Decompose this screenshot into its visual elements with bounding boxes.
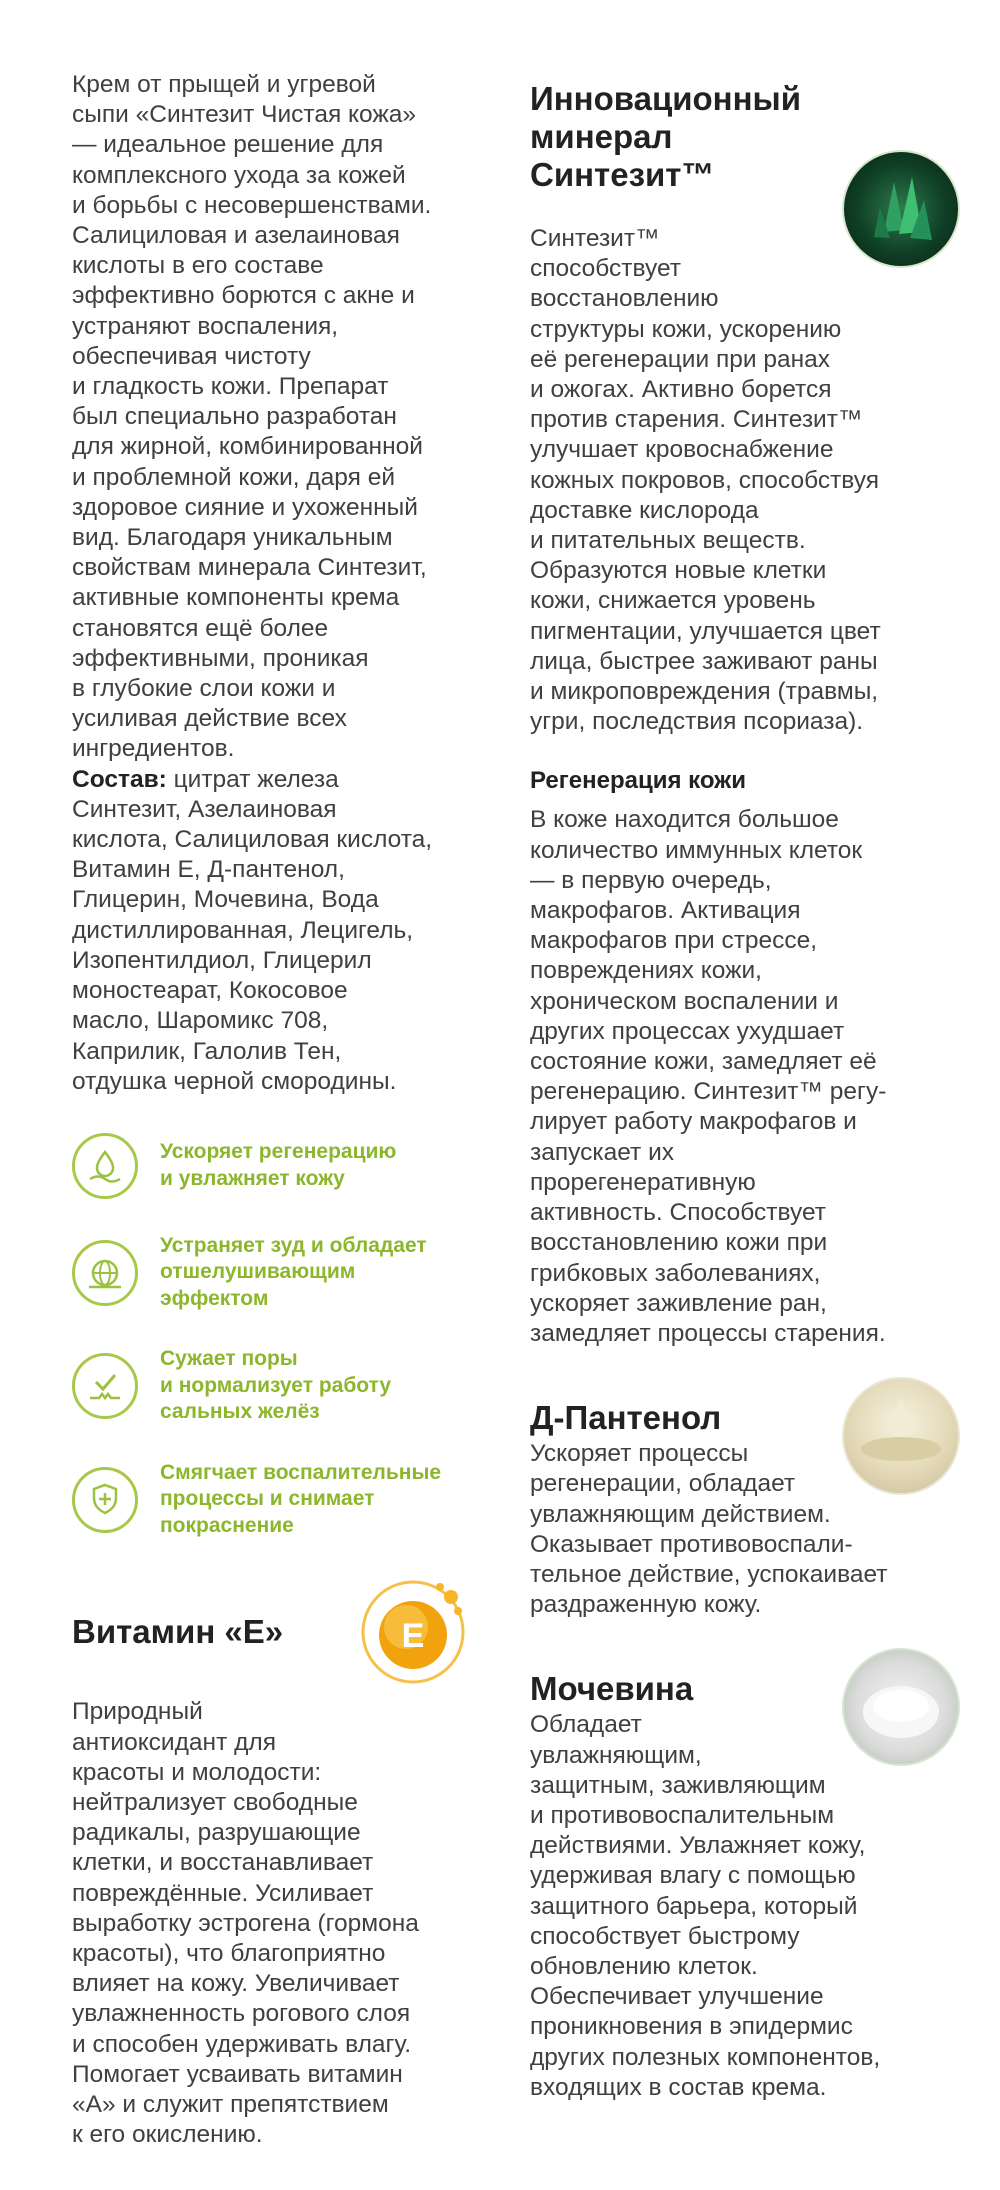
text-line: и борьбы с несовершенствами. [72,191,432,219]
text-line: становятся ещё более [72,614,329,642]
text-line: Каприлик, Галолив Тен, [72,1037,342,1065]
text-line: количество иммунных клеток [530,836,863,864]
text-line: макрофагов при стрессе, [530,927,818,955]
text-line: и проблемной кожи, даря ей [72,463,396,491]
text-line: красоты и молодости: [72,1758,322,1786]
text-line: «А» и служит препятствием [72,2091,389,2119]
text-line: вид. Благодаря уникальным [72,524,393,552]
text-line: Помогает усваивать витамин [72,2060,403,2088]
text-line: доставке кислорода [530,496,759,524]
left-column [72,70,492,2150]
right-column [530,80,950,2103]
benefit-text [160,1460,441,1540]
text-line: Обладает [530,1711,642,1739]
text-line: макрофагов. Активация [530,897,801,925]
text-line: обеспечивая чистоту [72,342,311,370]
regeneration-title: Регенерация кожи [530,767,746,795]
text-line: активные компоненты крема [72,584,400,612]
urea-text [530,1710,950,2103]
text-line: здоровое сияние и ухоженный [72,493,418,521]
text-line: её регенерации при ранах [530,345,830,373]
text-line: антиоксидант для [72,1728,276,1756]
benefit-inflammation [72,1460,492,1540]
text-line: раздраженную кожу. [530,1591,762,1619]
benefit-exfoliation [72,1233,492,1313]
text-line: защитного барьера, который [530,1892,858,1920]
text-line: и ожогах. Активно борется [530,376,832,404]
text-line: улучшает кровоснабжение [530,436,834,464]
text-line: регенерацию. Синтезит™ регу- [530,1078,887,1106]
text-line: устраняют воспаления, [72,312,339,340]
intro-text [72,70,492,765]
text-line: и питательных веществ. [530,527,806,555]
vitamin-e-header [72,1573,472,1691]
text-line: и нормализует работу [160,1373,392,1397]
text-line: Крем от прыщей и угревой [72,71,376,98]
text-line: против старения. Синтезит™ [530,406,863,434]
text-line: отдушка черной смородины. [72,1067,397,1095]
text-line: процессы и снимает [160,1487,375,1511]
text-line: сыпи «Синтезит Чистая кожа» [72,101,417,129]
text-line: Природный [72,1698,203,1726]
composition-label: Состав: [72,765,167,793]
text-line: сальных желёз [160,1400,320,1424]
composition-text [72,765,492,1097]
text-line: лица, быстрее заживают раны [530,647,878,675]
globe-grid-icon [72,1240,138,1306]
text-line: тельное действие, успокаивает [530,1560,888,1588]
text-line: грибковых заболеваниях, [530,1259,821,1287]
text-line: моностеарат, Кокосовое [72,977,348,1005]
benefit-text [160,1139,396,1192]
vitamin-e-text [72,1697,492,2150]
text-line: Сужает поры [160,1347,298,1371]
text-line: выработку эстрогена (гормона [72,1909,419,1937]
text-line: в глубокие слои кожи и [72,675,336,703]
vitamin-e-title: Витамин «Е» [72,1613,284,1651]
benefits-list [72,1133,492,1540]
text-line: обновлению клеток. [530,1952,758,1980]
text-line: кожи, снижается уровень [530,587,816,615]
text-line: свойствам минерала Синтезит, [72,554,427,582]
text-line: Устраняет зуд и обладает [160,1233,427,1257]
text-line: кислота, Салициловая кислота, [72,826,433,854]
text-line: масло, Шаромикс 708, [72,1007,329,1035]
text-line: кислоты в его составе [72,252,324,280]
text-line: — в первую очередь, [530,866,772,894]
text-line: структуры кожи, ускорению [530,315,842,343]
panthenol-drop-image [842,1377,960,1495]
text-line: влияет на кожу. Увеличивает [72,1970,400,1998]
urea-granules-image [842,1648,960,1766]
text-line: эффектом [160,1286,269,1310]
text-line: восстановлению кожи при [530,1229,828,1257]
text-line: способствует быстрому [530,1922,800,1950]
text-line: Синтезит™ [530,156,715,193]
mineral-text [530,224,950,737]
text-line: защитным, заживляющим [530,1771,826,1799]
text-line: и микроповреждения (травмы, [530,678,879,706]
text-line: Витамин Е, Д-пантенол, [72,856,345,884]
text-line: и способен удерживать влагу. [72,2030,412,2058]
benefit-regeneration [72,1133,492,1199]
benefit-text [160,1233,427,1313]
text-line: нейтрализует свободные [72,1789,358,1817]
text-line: ускоряет заживление ран, [530,1289,827,1317]
text-line: кожных покровов, способствуя [530,466,880,494]
vitamin-e-letter: E [401,1617,425,1656]
text-line: Глицерин, Мочевина, Вода [72,886,379,914]
text-line: Изопентилдиол, Глицерил [72,946,372,974]
text-line: лирует работу макрофагов и [530,1108,857,1136]
composition-first-line: цитрат железа [166,765,339,793]
text-line: входящих в состав крема. [530,2073,827,2101]
text-line: состояние кожи, замедляет её [530,1048,877,1076]
text-line: замедляет процессы старения. [530,1319,886,1347]
text-line: восстановлению [530,285,719,313]
text-line: был специально разработан [72,403,397,431]
text-line: способствует [530,255,682,283]
text-line: эффективно борются с акне и [72,282,415,310]
text-line: увлажняющим, [530,1741,702,1769]
benefit-text [160,1346,391,1426]
text-line: — идеальное решение для [72,131,384,159]
text-line: Синтезит, Азелаиновая [72,795,337,823]
text-line: клетки, и восстанавливает [72,1849,374,1877]
text-line: радикалы, разрушающие [72,1819,361,1847]
benefit-pores [72,1346,492,1426]
text-line: комплексного ухода за кожей [72,161,406,189]
text-line: пигментации, улучшается цвет [530,617,881,645]
text-line: отшелушивающим [160,1260,356,1284]
text-line: запускает их [530,1138,675,1166]
panthenol-title: Д-Пантенол [530,1399,722,1437]
text-line: Обеспечивает улучшение [530,1983,824,2011]
shield-plus-icon [72,1467,138,1533]
text-line: действиями. Увлажняет кожу, [530,1832,866,1860]
text-line: дистиллированная, Лецигель, [72,916,414,944]
text-line: повреждениях кожи, [530,957,762,985]
regeneration-text [530,805,950,1349]
text-line: Ускоряет регенерацию [160,1140,397,1164]
text-line: активность. Способствует [530,1199,826,1227]
checkmark-skin-icon [72,1353,138,1419]
text-line: Инновационный [530,80,802,117]
text-line: хроническом воспалении и [530,987,839,1015]
text-line: и гладкость кожи. Препарат [72,373,389,401]
text-line: для жирной, комбинированной [72,433,423,461]
text-line: повреждённые. Усиливает [72,1879,374,1907]
water-drop-skin-icon [72,1133,138,1199]
mineral-crystal-image [842,150,960,268]
text-line: к его окислению. [72,2121,263,2149]
text-line: Синтезит™ [530,225,660,252]
text-line: В коже находится большое [530,806,839,834]
urea-title: Мочевина [530,1670,694,1708]
text-line: эффективными, проникая [72,644,369,672]
text-line: покраснение [160,1513,294,1537]
text-line: и противовоспалительным [530,1801,835,1829]
text-line: прорегенеративную [530,1168,756,1196]
text-line: угри, последствия псориаза). [530,708,864,736]
text-line: других процессах ухудшает [530,1017,845,1045]
vitamin-e-icon [354,1573,472,1691]
text-line: удерживая влагу с помощью [530,1862,856,1890]
text-line: красоты), что благоприятно [72,1940,386,1968]
text-line: ингредиентов. [72,735,235,763]
text-line: увлажненность рогового слоя [72,2000,411,2028]
text-line: усиливая действие всех [72,705,347,733]
text-line: Салициловая и азелаиновая [72,222,400,250]
text-line: Образуются новые клетки [530,557,827,585]
text-line: Оказывает противовоспали- [530,1530,853,1558]
text-line: других полезных компонентов, [530,2043,881,2071]
text-line: и увлажняет кожу [160,1166,345,1190]
text-line: проникновения в эпидермис [530,2013,853,2041]
text-line: Ускоряет процессы [530,1440,749,1468]
mineral-title [530,80,801,194]
text-line: регенерации, обладает [530,1470,796,1498]
text-line: увлажняющим действием. [530,1500,831,1528]
text-line: Смягчает воспалительные [160,1460,442,1484]
text-line: минерал [530,118,673,155]
